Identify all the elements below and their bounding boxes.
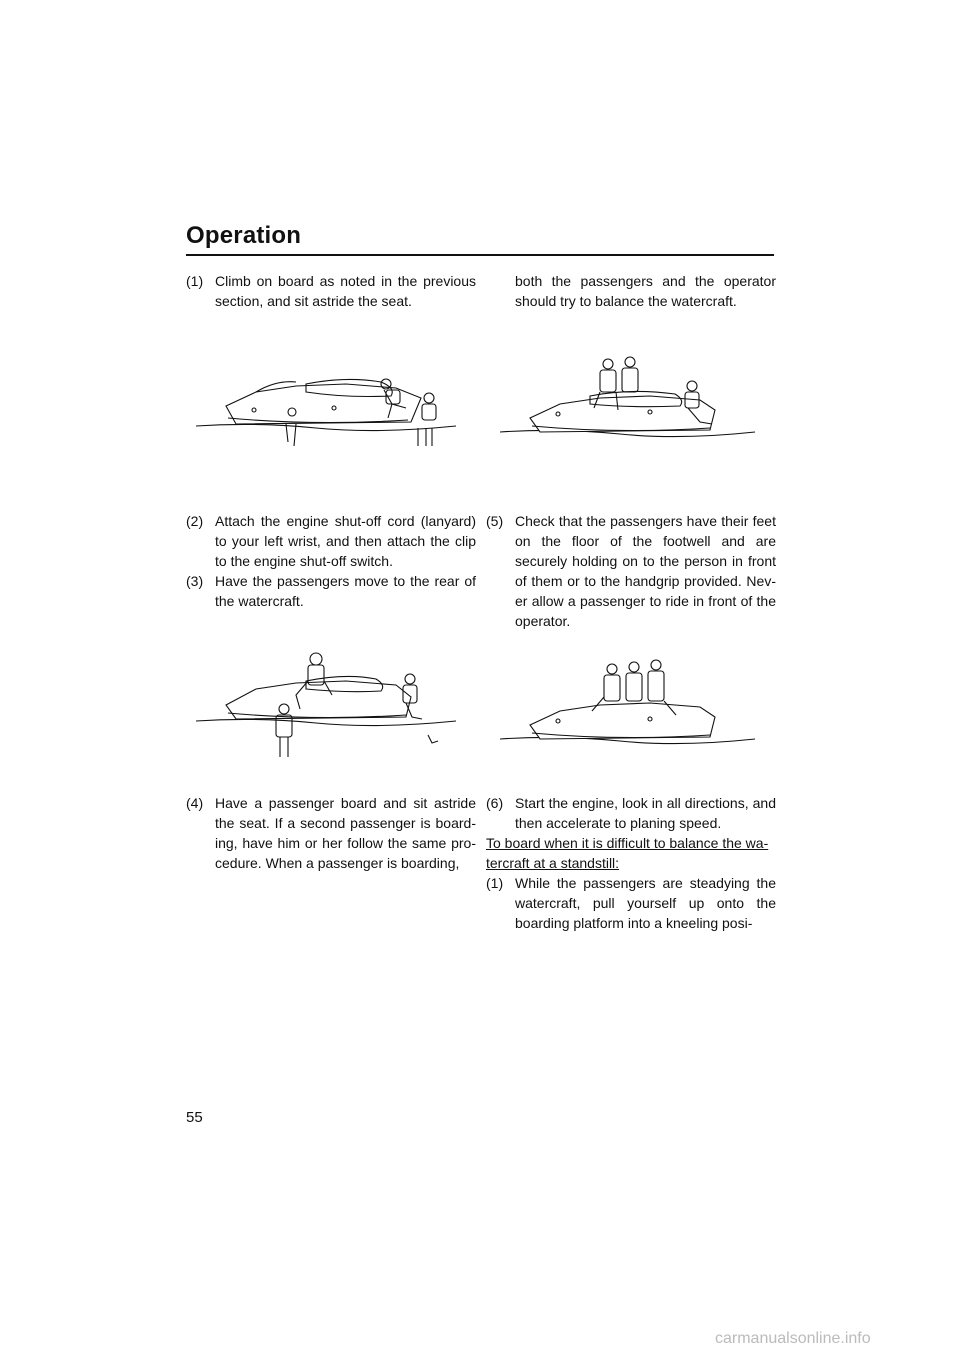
left-step-1-block — [186, 271, 476, 311]
step-number: (3) — [186, 573, 204, 589]
step-text: Start the engine, look in all directions, and then accelerate to planing speed. — [515, 795, 776, 831]
left-steps-2-3-block — [186, 511, 476, 611]
page-title: Operation — [186, 222, 302, 249]
left-step-4-block — [186, 793, 476, 873]
step-2 — [186, 511, 476, 571]
right-continuation-block — [486, 271, 776, 311]
figure-balance-watercraft — [500, 352, 760, 448]
step-number: (6) — [486, 795, 504, 811]
step-6 — [486, 793, 776, 833]
page-number: 55 — [186, 1109, 203, 1126]
step-number: (2) — [186, 513, 204, 529]
right-step-6-block — [486, 793, 776, 933]
step-text: Check that the passengers have their feet on the floor of the footwell and are securely holding on to the person in front of them or to the handgrip provided. Nev-er allow a passenger to ride in front of the operator. — [515, 513, 776, 629]
step-text: Have a passenger board and sit astride the seat. If a second passenger is board-ing, have him or her follow the same pro-cedure. When a passenger is boarding, — [215, 795, 476, 871]
step-number: (1) — [486, 875, 504, 891]
figure-passengers-move-rear — [196, 645, 466, 763]
right-step-5-block — [486, 511, 776, 631]
step-5 — [486, 511, 776, 631]
step-text: Have the passengers move to the rear of the watercraft. — [215, 573, 476, 609]
step-1-alt — [486, 873, 776, 933]
step-4 — [186, 793, 476, 873]
figure-climb-on-board — [196, 362, 466, 458]
step-number: (4) — [186, 795, 204, 811]
figure-passengers-seated — [500, 655, 760, 761]
step-text: Climb on board as noted in the previous section, and sit astride the seat. — [215, 273, 476, 309]
watermark: carmanualsonline.info — [715, 1330, 871, 1347]
step-text: Attach the engine shut-off cord (lanyard) to your left wrist, and then attach the clip to the engine shut-off switch. — [215, 513, 476, 569]
step-text: While the passengers are steadying the watercraft, pull yourself up onto the boarding platform into a kneeling posi- — [515, 875, 776, 931]
step-number: (1) — [186, 273, 204, 289]
step-number: (5) — [486, 513, 504, 529]
step-1 — [186, 271, 476, 311]
subheading-difficult-balance: To board when it is difficult to balance the wa-tercraft at a standstill: — [486, 835, 769, 871]
title-rule — [186, 254, 774, 256]
continuation-text: both the passengers and the operator should try to balance the watercraft. — [515, 273, 776, 309]
step-3 — [186, 571, 476, 611]
